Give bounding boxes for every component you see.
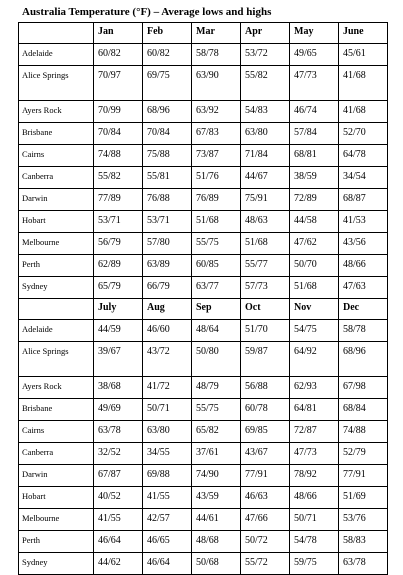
temperature-cell: 63/78 — [94, 421, 143, 443]
temperature-cell: 32/52 — [94, 443, 143, 465]
temperature-cell: 53/76 — [339, 509, 388, 531]
temperature-cell: 49/65 — [290, 44, 339, 66]
table-row — [19, 44, 388, 66]
temperature-cell: 41/55 — [143, 487, 192, 509]
temperature-cell: 53/71 — [143, 211, 192, 233]
temperature-cell: 39/67 — [94, 342, 143, 377]
city-name: Hobart — [19, 487, 94, 509]
city-name: Perth — [19, 255, 94, 277]
table-row — [19, 255, 388, 277]
temperature-cell: 74/88 — [94, 145, 143, 167]
temperature-cell: 52/79 — [339, 443, 388, 465]
temperature-cell: 43/72 — [143, 342, 192, 377]
temperature-cell: 77/91 — [339, 465, 388, 487]
month-header: Aug — [143, 299, 192, 320]
temperature-cell: 72/89 — [290, 189, 339, 211]
temperature-cell: 70/97 — [94, 66, 143, 101]
temperature-cell: 64/81 — [290, 399, 339, 421]
temperature-cell: 50/80 — [192, 342, 241, 377]
temperature-cell: 75/91 — [241, 189, 290, 211]
city-name: Sydney — [19, 553, 94, 575]
temperature-cell: 52/70 — [339, 123, 388, 145]
city-name: Melbourne — [19, 509, 94, 531]
temperature-cell: 77/91 — [241, 465, 290, 487]
temperature-cell: 48/68 — [192, 531, 241, 553]
temperature-cell: 65/79 — [94, 277, 143, 299]
month-header: Mar — [192, 23, 241, 44]
table-row — [19, 233, 388, 255]
temperature-cell: 53/72 — [241, 44, 290, 66]
city-name: Alice Springs — [19, 342, 94, 377]
temperature-cell: 34/55 — [143, 443, 192, 465]
temperature-cell: 54/83 — [241, 101, 290, 123]
month-header: Sep — [192, 299, 241, 320]
temperature-cell: 41/68 — [339, 66, 388, 101]
temperature-cell: 51/76 — [192, 167, 241, 189]
temperature-cell: 67/87 — [94, 465, 143, 487]
temperature-cell: 51/68 — [241, 233, 290, 255]
city-name: Brisbane — [19, 123, 94, 145]
city-name: Alice Springs — [19, 66, 94, 101]
table-row — [19, 487, 388, 509]
table-row — [19, 167, 388, 189]
city-name: Adelaide — [19, 320, 94, 342]
temperature-cell: 50/71 — [143, 399, 192, 421]
temperature-cell: 47/63 — [339, 277, 388, 299]
temperature-cell: 66/79 — [143, 277, 192, 299]
month-header: Apr — [241, 23, 290, 44]
temperature-cell: 38/59 — [290, 167, 339, 189]
temperature-cell: 63/77 — [192, 277, 241, 299]
city-name: Cairns — [19, 145, 94, 167]
table-row — [19, 421, 388, 443]
temperature-cell: 63/78 — [339, 553, 388, 575]
temperature-cell: 60/82 — [94, 44, 143, 66]
temperature-cell: 58/78 — [339, 320, 388, 342]
table-row — [19, 399, 388, 421]
table-row — [19, 101, 388, 123]
temperature-cell: 60/82 — [143, 44, 192, 66]
table-row — [19, 320, 388, 342]
temperature-cell: 69/85 — [241, 421, 290, 443]
temperature-cell: 44/62 — [94, 553, 143, 575]
temperature-cell: 46/63 — [241, 487, 290, 509]
city-name: Cairns — [19, 421, 94, 443]
temperature-cell: 44/58 — [290, 211, 339, 233]
city-name: Sydney — [19, 277, 94, 299]
temperature-cell: 56/79 — [94, 233, 143, 255]
temperature-cell: 46/64 — [143, 553, 192, 575]
month-header-row — [19, 299, 388, 320]
temperature-cell: 43/67 — [241, 443, 290, 465]
temperature-cell: 46/65 — [143, 531, 192, 553]
temperature-cell: 51/69 — [339, 487, 388, 509]
temperature-cell: 51/68 — [290, 277, 339, 299]
table-row — [19, 211, 388, 233]
temperature-cell: 48/63 — [241, 211, 290, 233]
temperature-cell: 55/75 — [192, 233, 241, 255]
temperature-cell: 47/73 — [290, 443, 339, 465]
temperature-cell: 47/66 — [241, 509, 290, 531]
temperature-cell: 46/64 — [94, 531, 143, 553]
temperature-cell: 50/71 — [290, 509, 339, 531]
temperature-cell: 68/87 — [339, 189, 388, 211]
temperature-cell: 44/59 — [94, 320, 143, 342]
month-header: May — [290, 23, 339, 44]
temperature-cell: 40/52 — [94, 487, 143, 509]
temperature-cell: 78/92 — [290, 465, 339, 487]
temperature-cell: 50/68 — [192, 553, 241, 575]
temperature-cell: 53/71 — [94, 211, 143, 233]
temperature-cell: 59/87 — [241, 342, 290, 377]
temperature-cell: 42/57 — [143, 509, 192, 531]
temperature-cell: 49/69 — [94, 399, 143, 421]
month-header: July — [94, 299, 143, 320]
temperature-cell: 54/75 — [290, 320, 339, 342]
temperature-cell: 57/80 — [143, 233, 192, 255]
temperature-cell: 60/85 — [192, 255, 241, 277]
temperature-cell: 62/89 — [94, 255, 143, 277]
temperature-cell: 50/72 — [241, 531, 290, 553]
city-name: Canberra — [19, 443, 94, 465]
city-name: Brisbane — [19, 399, 94, 421]
table-row — [19, 553, 388, 575]
table-row — [19, 123, 388, 145]
temperature-cell: 41/72 — [143, 377, 192, 399]
temperature-cell: 47/73 — [290, 66, 339, 101]
table-row — [19, 342, 388, 377]
corner-cell — [19, 23, 94, 44]
temperature-cell: 65/82 — [192, 421, 241, 443]
month-header: Feb — [143, 23, 192, 44]
month-header: June — [339, 23, 388, 44]
temperature-cell: 68/96 — [143, 101, 192, 123]
temperature-cell: 55/72 — [241, 553, 290, 575]
temperature-cell: 77/89 — [94, 189, 143, 211]
month-header: Jan — [94, 23, 143, 44]
temperature-cell: 48/66 — [339, 255, 388, 277]
table-row — [19, 66, 388, 101]
temperature-cell: 46/74 — [290, 101, 339, 123]
temperature-cell: 41/68 — [339, 101, 388, 123]
table-row — [19, 443, 388, 465]
temperature-cell: 57/84 — [290, 123, 339, 145]
temperature-cell: 55/82 — [94, 167, 143, 189]
temperature-cell: 67/98 — [339, 377, 388, 399]
temperature-cell: 58/83 — [339, 531, 388, 553]
city-name: Darwin — [19, 189, 94, 211]
temperature-cell: 54/78 — [290, 531, 339, 553]
temperature-cell: 41/55 — [94, 509, 143, 531]
temperature-cell: 60/78 — [241, 399, 290, 421]
month-header: Nov — [290, 299, 339, 320]
temperature-cell: 44/67 — [241, 167, 290, 189]
temperature-cell: 50/70 — [290, 255, 339, 277]
temperature-table — [18, 22, 388, 575]
temperature-cell: 63/90 — [192, 66, 241, 101]
corner-cell — [19, 299, 94, 320]
temperature-cell: 56/88 — [241, 377, 290, 399]
city-name: Ayers Rock — [19, 101, 94, 123]
temperature-cell: 63/80 — [241, 123, 290, 145]
temperature-cell: 48/64 — [192, 320, 241, 342]
temperature-cell: 57/73 — [241, 277, 290, 299]
temperature-cell: 70/84 — [94, 123, 143, 145]
temperature-cell: 69/75 — [143, 66, 192, 101]
page-title: Australia Temperature (°F) – Average lows and highs — [22, 6, 272, 18]
temperature-cell: 43/59 — [192, 487, 241, 509]
temperature-cell: 55/81 — [143, 167, 192, 189]
temperature-cell: 34/54 — [339, 167, 388, 189]
month-header: Oct — [241, 299, 290, 320]
city-name: Hobart — [19, 211, 94, 233]
temperature-cell: 37/61 — [192, 443, 241, 465]
city-name: Darwin — [19, 465, 94, 487]
temperature-cell: 55/77 — [241, 255, 290, 277]
temperature-cell: 59/75 — [290, 553, 339, 575]
temperature-cell: 51/68 — [192, 211, 241, 233]
temperature-cell: 69/88 — [143, 465, 192, 487]
city-name: Canberra — [19, 167, 94, 189]
table-row — [19, 277, 388, 299]
temperature-cell: 63/80 — [143, 421, 192, 443]
temperature-cell: 63/92 — [192, 101, 241, 123]
temperature-cell: 51/70 — [241, 320, 290, 342]
temperature-cell: 68/96 — [339, 342, 388, 377]
temperature-cell: 67/83 — [192, 123, 241, 145]
table-row — [19, 377, 388, 399]
city-name: Melbourne — [19, 233, 94, 255]
temperature-cell: 48/79 — [192, 377, 241, 399]
temperature-cell: 70/99 — [94, 101, 143, 123]
temperature-cell: 71/84 — [241, 145, 290, 167]
city-name: Perth — [19, 531, 94, 553]
temperature-cell: 74/88 — [339, 421, 388, 443]
temperature-cell: 62/93 — [290, 377, 339, 399]
temperature-cell: 76/88 — [143, 189, 192, 211]
city-name: Adelaide — [19, 44, 94, 66]
temperature-cell: 41/53 — [339, 211, 388, 233]
temperature-cell: 68/84 — [339, 399, 388, 421]
table-row — [19, 189, 388, 211]
temperature-cell: 74/90 — [192, 465, 241, 487]
temperature-cell: 64/92 — [290, 342, 339, 377]
temperature-cell: 63/89 — [143, 255, 192, 277]
table-row — [19, 145, 388, 167]
temperature-cell: 58/78 — [192, 44, 241, 66]
temperature-cell: 38/68 — [94, 377, 143, 399]
table-row — [19, 531, 388, 553]
temperature-cell: 45/61 — [339, 44, 388, 66]
table-row — [19, 465, 388, 487]
temperature-cell: 43/56 — [339, 233, 388, 255]
temperature-cell: 55/82 — [241, 66, 290, 101]
city-name: Ayers Rock — [19, 377, 94, 399]
temperature-cell: 55/75 — [192, 399, 241, 421]
temperature-cell: 70/84 — [143, 123, 192, 145]
temperature-cell: 76/89 — [192, 189, 241, 211]
temperature-cell: 46/60 — [143, 320, 192, 342]
month-header: Dec — [339, 299, 388, 320]
temperature-cell: 48/66 — [290, 487, 339, 509]
temperature-cell: 44/61 — [192, 509, 241, 531]
temperature-cell: 72/87 — [290, 421, 339, 443]
temperature-cell: 47/62 — [290, 233, 339, 255]
temperature-cell: 68/81 — [290, 145, 339, 167]
month-header-row — [19, 23, 388, 44]
temperature-cell: 75/88 — [143, 145, 192, 167]
temperature-cell: 64/78 — [339, 145, 388, 167]
temperature-cell: 73/87 — [192, 145, 241, 167]
